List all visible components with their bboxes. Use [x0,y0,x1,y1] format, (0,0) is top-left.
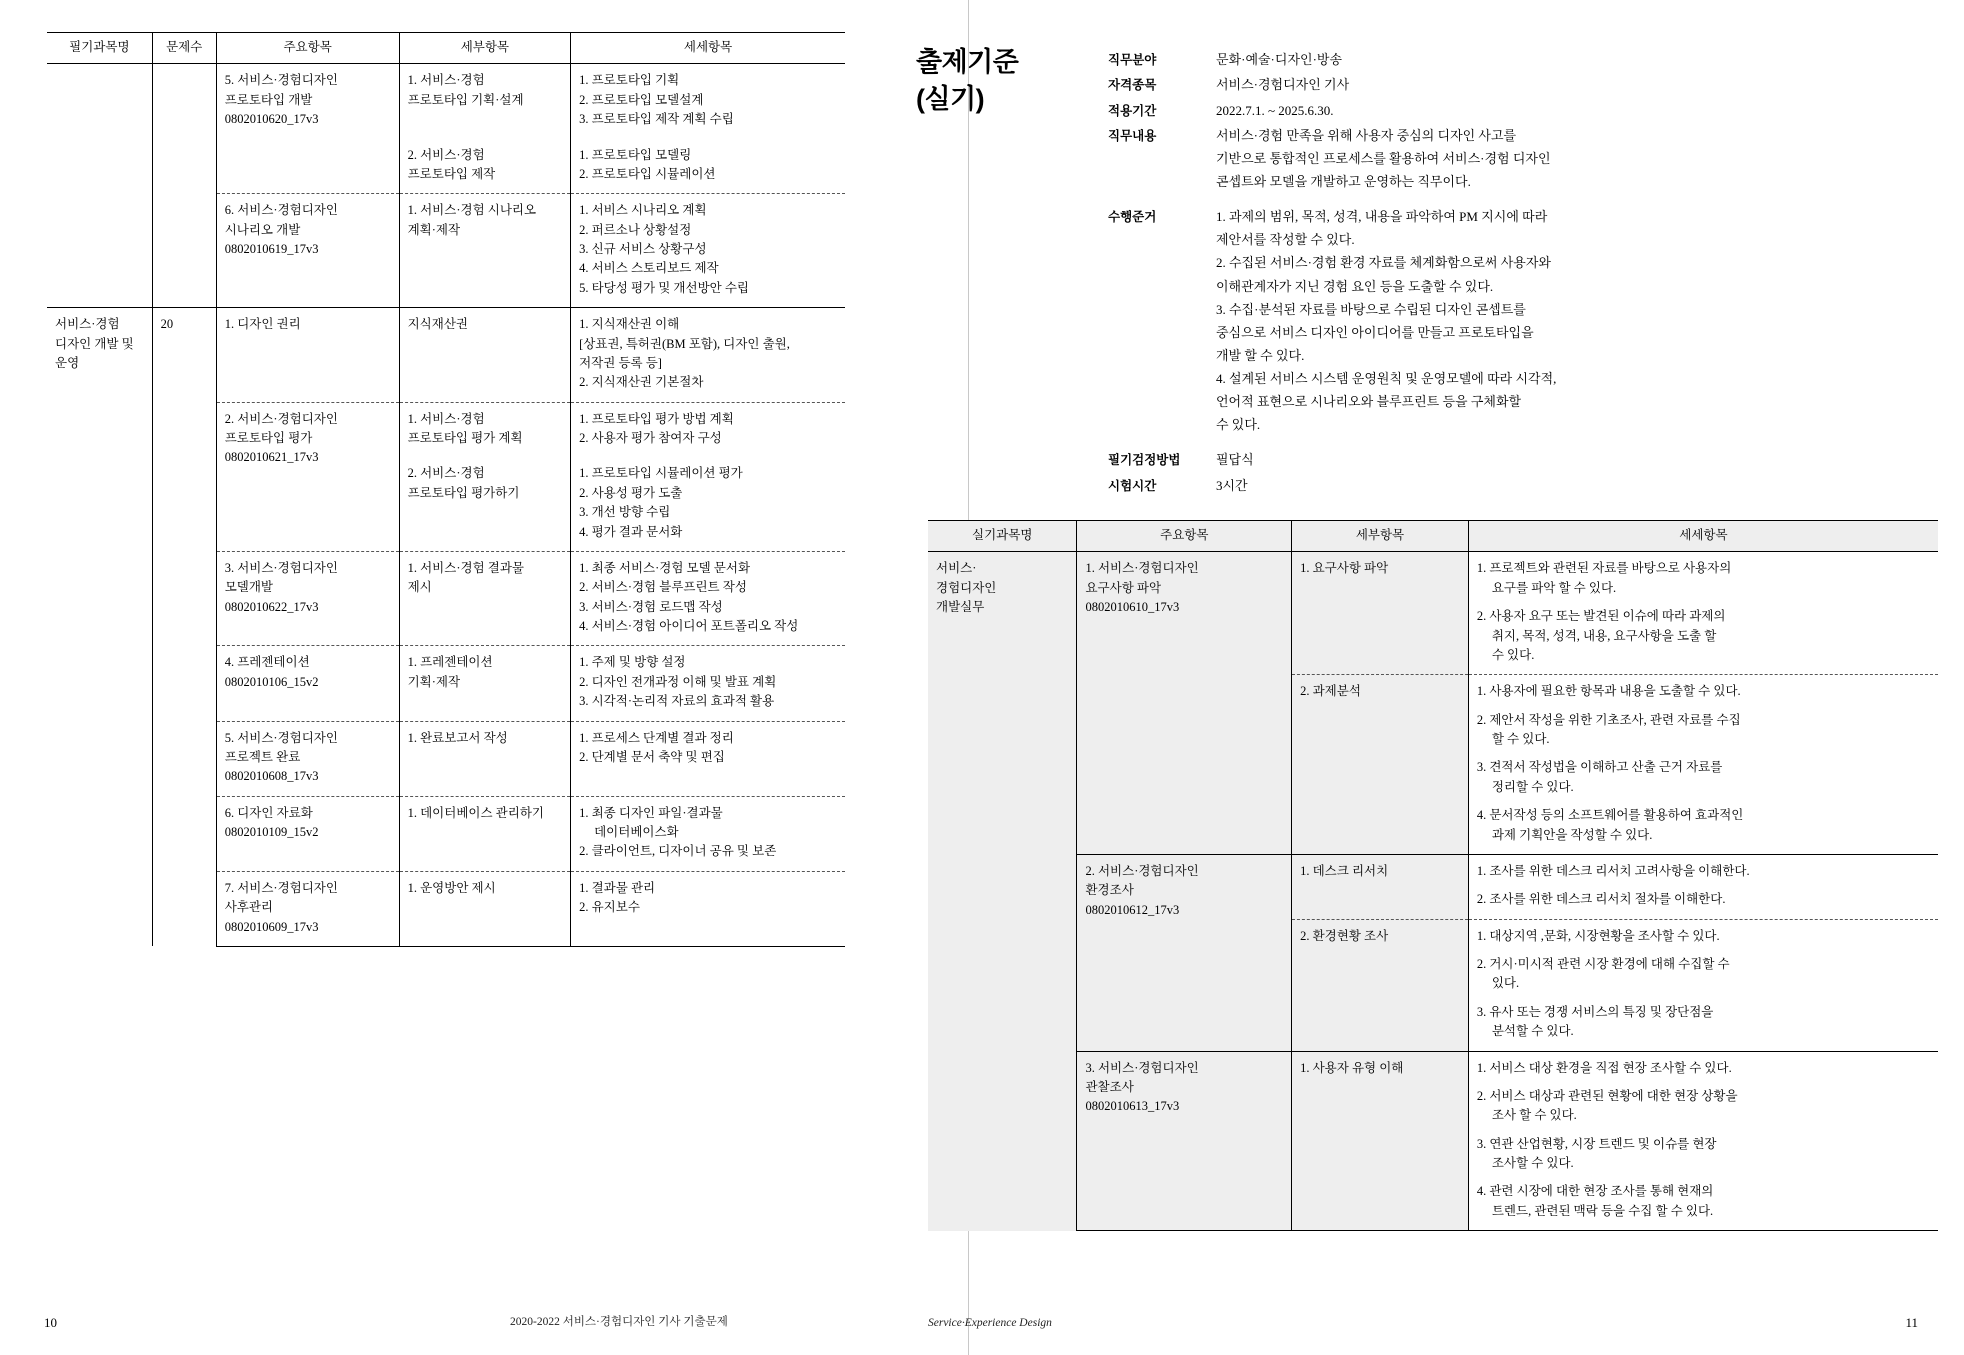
footer-note-right: Service·Experience Design [928,1317,1052,1329]
meta-value: 필답식 [1216,452,1254,468]
meta-value: 3시간 [1216,477,1248,493]
exam-meta-block [1108,48,1868,499]
cell-main-item: 3. 서비스·경험디자인 모델개발 0802010622_17v3 [216,551,399,646]
meta-value: 2022.7.1. ~ 2025.6.30. [1216,102,1334,118]
cell-subject [47,194,152,308]
cell-main-item: 6. 서비스·경험디자인 시나리오 개발 0802010619_17v3 [216,194,399,308]
cell-sub-detail-item [1468,919,1938,1051]
sub-item: 1. 프로젝트와 관련된 자료를 바탕으로 사용자의 요구를 파악 할 수 있다. [1476,561,1732,595]
meta-value: 서비스·경험 만족을 위해 사용자 중심의 디자인 사고를 기반으로 통합적인 프로세스를 활용하여 서비스·경험 디자인 콘셉트와 모델을 개발하고 운영하는 직무이다. [1216,127,1551,189]
footer-note-left: 2020-2022 서비스·경험디자인 기사 기출문제 [510,1316,728,1328]
cell-sub-detail-item: 1. 서비스 시나리오 계획 2. 퍼르소나 상황설정 3. 신규 서비스 상황구성 4. 서비스 스토리보드 제작 5. 타당성 평가 및 개선방안 수립 [571,194,845,308]
sub-item: 1. 조사를 위한 데스크 리서치 고려사항을 이해한다. [1476,863,1750,878]
cell-detail-item: 1. 서비스·경험 프로토타입 기획·설계 [399,64,570,139]
meta-row-period [1108,99,1868,122]
table-row [928,854,1938,919]
sub-item: 3. 유사 또는 경쟁 서비스의 특징 및 장단점을 분석할 수 있다. [1476,1004,1714,1039]
cell-detail-item: 1. 요구사항 파악 [1292,552,1469,675]
cell-detail-item: 2. 서비스·경험 프로토타입 평가하기 [399,457,570,551]
meta-label: 필기검정방법 [1108,453,1181,468]
cell-detail-item: 1. 서비스·경험 결과물 제시 [399,551,570,646]
meta-value: 1. 과제의 범위, 목적, 성격, 내용을 파악하여 PM 지시에 따라 제안서를 작성할 수 있다. 2. 수집된 서비스·경험 환경 자료를 체계화함으로써 사용자와 이해관계자가 지닌 경험 요인 등을 도출할 수 있다. 3. 수집·분석된 자료를 바탕으로 수립된 디자인 콘셉트를 중심으로 서비스 디자인 아이디어를 만들고 프로토타입을 개발 할 수 있다. 4. 설계된 서비스 시스템 운영원칙 및 운영모델에 따라 시각적, 언어적 표현으로 시나리오와 블루프린트 등을 구체화할 수 있다. [1216,209,1557,433]
cell-detail-item: 2. 과제분석 [1292,675,1469,855]
cell-sub-detail-item: 1. 프로토타입 기획 2. 프로토타입 모델설계 3. 프로토타입 제작 계획 수립 [579,73,734,127]
meta-row-job-description [1108,124,1868,193]
cell-detail-item: 1. 운영방안 제시 [399,871,570,946]
sub-item: 2. 제안서 작성을 위한 기초조사, 관련 자료를 수집 할 수 있다. [1476,712,1741,746]
meta-label: 직무분야 [1108,53,1157,67]
cell-sub-detail-item: 1. 프로세스 단계별 결과 정리 2. 단계별 문서 축약 및 편집 [571,721,845,796]
cell-sub-detail-item: 1. 최종 서비스·경험 모델 문서화 2. 서비스·경험 블루프린트 작성 3. 서비스·경험 로드맵 작성 4. 서비스·경험 아이디어 포트폴리오 작성 [571,551,845,646]
meta-label: 시험시간 [1108,478,1157,493]
right-page [916,0,1964,1355]
sub-item: 1. 서비스 대상 환경을 직접 현장 조사할 수 있다. [1476,1060,1732,1075]
cell-sub-detail-item: 1. 최종 디자인 파일·결과물 데이터베이스화 2. 클라이언트, 디자이너 공유 및 보존 [571,796,845,871]
meta-spacer [1108,438,1868,448]
page-title-line-2: (실기) [916,84,985,115]
cell-sub-detail-item [1468,1051,1938,1231]
meta-label: 자격종목 [1108,78,1157,93]
cell-main-item: 5. 서비스·경험디자인 프로젝트 완료 0802010608_17v3 [216,721,399,796]
cell-detail-item: 1. 데스크 리서치 [1292,854,1469,919]
cell-main-item: 2. 서비스·경험디자인 환경조사 0802010612_17v3 [1077,854,1292,1051]
sub-item: 3. 연관 산업현황, 시장 트렌드 및 이슈를 현장 조사할 수 있다. [1476,1136,1717,1170]
cell-detail-item: 1. 완료보고서 작성 [399,721,570,796]
cell-subject [47,64,152,194]
sub-item: 2. 사용자 요구 또는 발견된 이슈에 따라 과제의 취지, 목적, 성격, 내용, 요구사항을 도출 할 수 있다. [1476,609,1726,662]
meta-row-certificate [1108,73,1868,96]
cell-detail-item: 지식재산권 [399,308,570,403]
meta-label: 수행준거 [1108,210,1157,225]
cell-main-item: 3. 서비스·경험디자인 관찰조사 0802010613_17v3 [1077,1051,1292,1231]
header-sub-detail-item: 세세항목 [1468,521,1938,552]
meta-row-job-field [1108,48,1868,71]
header-count: 문제수 [152,33,216,64]
cell-detail-item: 1. 프레젠테이션 기획·제작 [399,646,570,721]
header-main-item: 주요항목 [216,33,399,64]
header-subject: 필기과목명 [47,33,152,64]
exam-criteria-table-left [47,32,845,947]
cell-sub-detail-item: 1. 결과물 관리 2. 유지보수 [571,871,845,946]
table-header-row [928,521,1938,552]
cell-detail-item: 1. 데이터베이스 관리하기 [399,796,570,871]
cell-subject: 서비스·경험 디자인 개발 및 운영 [47,308,152,947]
sub-item: 2. 거시·미시적 관련 시장 환경에 대해 수집할 수 있다. [1476,957,1730,991]
cell-sub-detail-item: 1. 주제 및 방향 설정 2. 디자인 전개과정 이해 및 발표 계획 3. 시각적·논리적 자료의 효과적 활용 [571,646,845,721]
table-row [47,64,845,139]
sub-item: 3. 견적서 작성법을 이해하고 산출 근거 자료를 정리할 수 있다. [1476,760,1723,794]
meta-row-test-time [1108,474,1868,497]
header-detail-item: 세부항목 [399,33,570,64]
header-sub-detail-item: 세세항목 [571,33,845,64]
sub-item: 1. 사용자에 필요한 항목과 내용을 도출할 수 있다. [1476,684,1741,699]
cell-sub-detail-item: 1. 프로토타입 모델링 2. 프로토타입 시뮬레이션 [579,147,716,181]
cell-main-item: 4. 프레젠테이션 0802010106_15v2 [216,646,399,721]
cell-sub-detail-item: 1. 프로토타입 평가 방법 계획 2. 사용자 평가 참여자 구성 [571,402,845,457]
cell-sub-detail-item [1468,675,1938,855]
meta-spacer [1108,195,1868,205]
sub-item: 4. 문서작성 등의 소프트웨어를 활용하여 효과적인 과제 기획안을 작성할 수 있다. [1476,808,1744,842]
cell-main-item: 1. 디자인 권리 [216,308,399,403]
page-number-right: 11 [1905,1315,1918,1330]
cell-count: 20 [152,308,216,947]
cell-detail-item: 1. 서비스·경험 프로토타입 평가 계획 [399,402,570,457]
meta-row-performance-criteria [1108,205,1868,436]
meta-row-test-method [1108,448,1868,471]
page-number-left: 10 [44,1315,57,1330]
cell-main-item: 7. 서비스·경험디자인 사후관리 0802010609_17v3 [216,871,399,946]
header-detail-item: 세부항목 [1292,521,1469,552]
cell-sub-detail-item [1468,854,1938,919]
table-row [47,308,845,403]
sub-item: 1. 대상지역 ,문화, 시장현황을 조사할 수 있다. [1476,928,1720,943]
cell-main-item: 5. 서비스·경험디자인 프로토타입 개발 0802010620_17v3 [216,64,399,194]
cell-practical-subject: 서비스· 경험디자인 개발실무 [928,552,1077,1231]
cell-main-item: 2. 서비스·경험디자인 프로토타입 평가 0802010621_17v3 [216,402,399,551]
table-header-row [47,33,845,64]
cell-detail-item: 1. 서비스·경험 시나리오 계획·제작 [399,194,570,308]
header-practical-subject: 실기과목명 [928,521,1077,552]
cell-detail-item: 2. 서비스·경험 프로토타입 제작 [399,139,570,194]
header-main-item: 주요항목 [1077,521,1292,552]
table-row [47,194,845,308]
sub-item: 2. 서비스 대상과 관련된 현황에 대한 현장 상황을 조사 할 수 있다. [1476,1088,1738,1123]
cell-main-item: 1. 서비스·경험디자인 요구사항 파악 0802010610_17v3 [1077,552,1292,855]
page-title-line-1: 출제기준 [916,47,1019,77]
cell-sub-detail-item [1468,552,1938,675]
meta-value: 문화·예술·디자인·방송 [1216,52,1343,67]
meta-label: 직무내용 [1108,128,1157,143]
cell-count [152,194,216,308]
table-row [928,1051,1938,1231]
sub-item: 4. 관련 시장에 대한 현장 조사를 통해 현재의 트렌드, 관련된 맥락 등을 수집 할 수 있다. [1476,1184,1714,1218]
sub-item: 2. 조사를 위한 데스크 리서치 절차를 이해한다. [1476,892,1726,907]
cell-detail-item: 1. 사용자 유형 이해 [1292,1051,1469,1231]
cell-sub-detail-item: 1. 프로토타입 시뮬레이션 평가 2. 사용성 평가 도출 3. 개선 방향 수립 4. 평가 결과 문서화 [579,466,743,539]
cell-detail-item: 2. 환경현황 조사 [1292,919,1469,1051]
exam-criteria-table-right [928,520,1938,1231]
cell-count [152,64,216,194]
meta-label: 적용기간 [1108,103,1157,118]
cell-main-item: 6. 디자인 자료화 0802010109_15v2 [216,796,399,871]
cell-sub-detail-item: 1. 지식재산권 이해 [상표권, 특허권(BM 포함), 디자인 출원, 저작권 등록 등] 2. 지식재산권 기본절차 [571,308,845,403]
table-row [928,552,1938,675]
meta-value: 서비스·경험디자인 기사 [1216,77,1350,93]
left-page [0,0,968,1355]
